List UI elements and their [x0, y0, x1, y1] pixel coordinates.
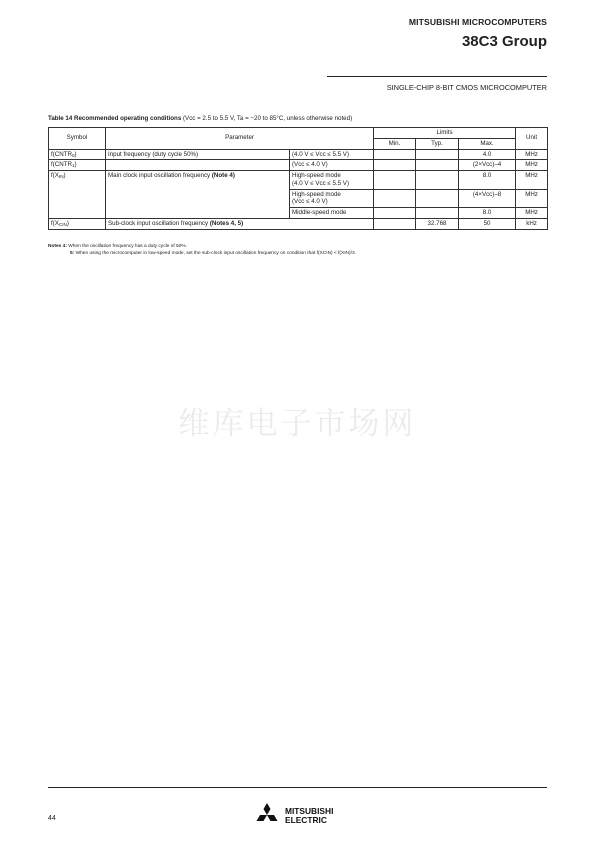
document-subtitle: SINGLE-CHIP 8-BIT CMOS MICROCOMPUTER: [386, 83, 547, 92]
header-parameter: Parameter: [106, 128, 374, 150]
min-cell: [374, 208, 416, 219]
header-max: Max.: [459, 138, 516, 149]
condition-cell: (4.0 V ≤ Vcc ≤ 5.5 V): [290, 149, 374, 160]
page-number: 44: [48, 815, 56, 822]
table-title: [48, 115, 352, 122]
unit-cell: kHz: [516, 218, 548, 229]
table-row: [49, 149, 548, 160]
operating-conditions-table: [48, 127, 548, 230]
header-limits: Limits: [374, 128, 516, 139]
condition-cell: Middle-speed mode: [290, 208, 374, 219]
table-notes: [48, 244, 356, 258]
table-title-conditions: (Vcc = 2.5 to 5.5 V, Ta = −20 to 85°C, unless otherwise noted): [181, 115, 353, 122]
unit-cell: MHz: [516, 189, 548, 208]
condition-cell: (Vcc ≤ 4.0 V): [290, 160, 374, 171]
symbol-cell: $f(X_{IN})$: [49, 171, 106, 219]
unit-cell: MHz: [516, 160, 548, 171]
max-cell: 4.0: [459, 149, 516, 160]
typ-cell: [416, 189, 459, 208]
company-header: MITSUBISHI MICROCOMPUTERS: [408, 17, 547, 27]
note-5: 5: When using the microcomputer in low-speed mode, set the sub-clock input oscillation frequency on condition that f(XCIN) < f(XIN)/3.: [70, 250, 356, 256]
symbol-cell: $f(X_{CIN})$: [49, 218, 106, 229]
typ-cell: 32.768: [416, 218, 459, 229]
min-cell: [374, 189, 416, 208]
header-unit: Unit: [516, 128, 548, 150]
condition-cell: High-speed mode (Vcc ≤ 4.0 V): [290, 189, 374, 208]
symbol-cell: $f(CNTR_0)$: [49, 149, 106, 160]
table-title-bold: Table 14 Recommended operating conditions: [48, 115, 182, 122]
note-4: Notes 4: When the oscillation frequency has a duty cycle of 50%.: [48, 244, 187, 249]
parameter-cell: Sub-clock input oscillation frequency (Notes 4, 5): [106, 218, 374, 229]
parameter-cell: Input frequency (duty cycle 50%): [106, 149, 290, 160]
logo-text-mitsubishi: MITSUBISHI: [285, 806, 334, 816]
condition-cell: High-speed mode (4.0 V ≤ Vcc ≤ 5.5 V): [290, 171, 374, 190]
typ-cell: [416, 149, 459, 160]
min-cell: [374, 218, 416, 229]
max-cell: 50: [459, 218, 516, 229]
unit-cell: MHz: [516, 171, 548, 190]
logo-text-electric: ELECTRIC: [285, 815, 327, 825]
min-cell: [374, 149, 416, 160]
parameter-cell: [106, 160, 290, 171]
watermark: 维库电子市场网: [178, 406, 417, 442]
typ-cell: [416, 160, 459, 171]
min-cell: [374, 160, 416, 171]
header-symbol: Symbol: [49, 128, 106, 150]
header-divider: [327, 76, 547, 77]
parameter-cell: Main clock input oscillation frequency (Note 4): [106, 171, 290, 219]
unit-cell: MHz: [516, 149, 548, 160]
mitsubishi-logo: [254, 802, 350, 828]
table-row: [49, 218, 548, 229]
max-cell: 8.0: [459, 171, 516, 190]
group-title: 38C3 Group: [461, 33, 547, 50]
max-cell: (2×Vcc)–4: [459, 160, 516, 171]
table-row: [49, 160, 548, 171]
header-min: Min.: [374, 138, 416, 149]
mitsubishi-three-diamonds-icon: [254, 802, 350, 828]
table-row: [49, 171, 548, 190]
typ-cell: [416, 171, 459, 190]
footer-divider: [48, 787, 547, 788]
header-typ: Typ.: [416, 138, 459, 149]
typ-cell: [416, 208, 459, 219]
min-cell: [374, 171, 416, 190]
max-cell: 8.0: [459, 208, 516, 219]
symbol-cell: $f(CNTR_1)$: [49, 160, 106, 171]
unit-cell: MHz: [516, 208, 548, 219]
max-cell: (4×Vcc)–8: [459, 189, 516, 208]
